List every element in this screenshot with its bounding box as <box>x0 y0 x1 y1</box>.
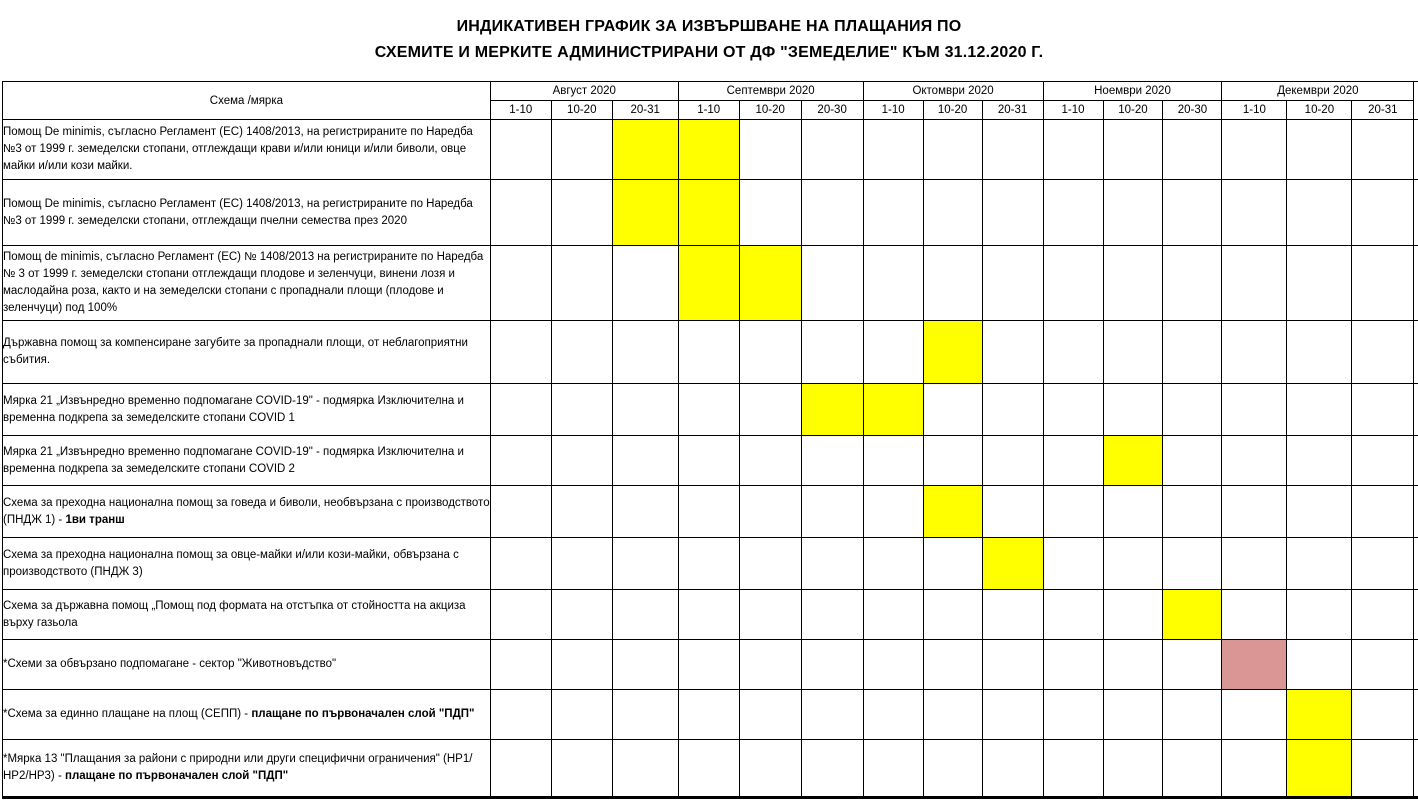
schedule-cell <box>739 321 801 384</box>
payment-period-marker <box>1163 590 1222 640</box>
schedule-cell <box>1103 590 1163 640</box>
schedule-cell <box>982 180 1043 246</box>
period-header: 20-31 <box>1352 101 1414 120</box>
schedule-cell <box>739 486 801 538</box>
month-header-september: Септември 2020 <box>678 82 863 101</box>
period-header: 10-20 <box>551 101 612 120</box>
scheme-label <box>3 436 491 486</box>
schedule-cell <box>1163 436 1222 486</box>
payment-period-marker <box>612 180 678 246</box>
schedule-cell <box>923 640 982 690</box>
schedule-cell <box>863 538 923 590</box>
schedule-cell <box>1222 384 1287 436</box>
schedule-cell <box>1222 180 1287 246</box>
schedule-cell <box>982 590 1043 640</box>
schedule-cell <box>739 538 801 590</box>
schedule-cell <box>1287 486 1352 538</box>
schedule-cell <box>801 436 863 486</box>
schedule-cell <box>551 120 612 180</box>
schedule-cell <box>1287 640 1352 690</box>
payment-period-marker <box>1287 740 1352 797</box>
overflow-cell <box>1414 590 1418 640</box>
schedule-cell <box>863 120 923 180</box>
schedule-cell <box>1352 486 1414 538</box>
schedule-cell <box>982 690 1043 740</box>
table-row <box>3 384 1418 436</box>
schedule-cell <box>923 246 982 321</box>
schedule-cell <box>551 321 612 384</box>
schedule-cell <box>863 321 923 384</box>
schedule-cell <box>678 640 739 690</box>
schedule-cell <box>923 590 982 640</box>
scheme-text: Схема за преходна национална помощ за овце-майки и/или кози-майки, обвързана с производството (ПНДЖ 3) <box>3 548 459 578</box>
schedule-cell <box>490 321 551 384</box>
schedule-cell <box>1163 321 1222 384</box>
schedule-cell <box>612 690 678 740</box>
scheme-text: Помощ De minimis, съгласно Регламент (ЕС) 1408/2013, на регистрираните по Наредба №3 от 1999 г. земеделски стопани, отглеждащи пчелни семества през 2020 <box>3 197 473 227</box>
page-subtitle: СХЕМИТЕ И МЕРКИТЕ АДМИНИСТРИРАНИ ОТ ДФ "ЗЕМЕДЕЛИЕ" КЪМ 31.12.2020 Г. <box>374 44 1044 61</box>
payment-period-marker <box>801 384 863 436</box>
schedule-cell <box>1163 246 1222 321</box>
schedule-cell <box>982 120 1043 180</box>
schedule-cell <box>982 740 1043 797</box>
schedule-cell <box>1163 538 1222 590</box>
schedule-cell <box>490 246 551 321</box>
schedule-cell <box>1103 120 1163 180</box>
schedule-cell <box>739 180 801 246</box>
schedule-cell <box>739 740 801 797</box>
schedule-cell <box>1222 486 1287 538</box>
schedule-cell <box>1043 436 1103 486</box>
scheme-text: *Схема за единно плащане на площ (СЕПП) - <box>3 708 252 720</box>
table-row <box>3 740 1418 797</box>
schedule-cell <box>1163 120 1222 180</box>
schedule-cell <box>923 690 982 740</box>
schedule-cell <box>1043 740 1103 797</box>
schedule-cell <box>923 120 982 180</box>
schedule-cell <box>801 486 863 538</box>
schedule-cell <box>982 486 1043 538</box>
schedule-cell <box>801 120 863 180</box>
table-row <box>3 180 1418 246</box>
schedule-cell <box>1043 120 1103 180</box>
schedule-cell <box>551 384 612 436</box>
schedule-cell <box>1287 436 1352 486</box>
overflow-cell <box>1414 180 1418 246</box>
table-row <box>3 640 1418 690</box>
scheme-text-emphasis: плащане по първоначален слой "ПДП" <box>65 770 289 782</box>
schedule-cell <box>1222 740 1287 797</box>
payment-schedule-table <box>2 81 1418 797</box>
scheme-text: Помощ De minimis, съгласно Регламент (ЕС) 1408/2013, на регистрираните по Наредба №3 от 1999 г. земеделски стопани, отглеждащи крави и/или юници и/или биволи, овце майки и/или кози майки. <box>3 126 473 172</box>
schedule-cell <box>551 690 612 740</box>
scheme-label <box>3 486 491 538</box>
scheme-text: *Схеми за обвързано подпомагане - сектор "Животновъдство" <box>3 658 337 670</box>
schedule-cell <box>678 590 739 640</box>
schedule-cell <box>863 436 923 486</box>
schedule-cell <box>982 436 1043 486</box>
schedule-cell <box>1287 538 1352 590</box>
schedule-cell <box>1043 486 1103 538</box>
scheme-label <box>3 180 491 246</box>
overflow-cell <box>1414 690 1418 740</box>
scheme-label <box>3 246 491 321</box>
schedule-cell <box>1352 180 1414 246</box>
schedule-cell <box>551 590 612 640</box>
schedule-cell <box>982 640 1043 690</box>
table-row <box>3 590 1418 640</box>
schedule-cell <box>1163 486 1222 538</box>
schedule-cell <box>551 538 612 590</box>
schedule-cell <box>490 690 551 740</box>
overflow-cell <box>1414 321 1418 384</box>
schedule-cell <box>1103 690 1163 740</box>
period-header: 10-20 <box>1287 101 1352 120</box>
payment-period-marker <box>923 321 982 384</box>
overflow-cell <box>1414 640 1418 690</box>
schedule-cell <box>1163 740 1222 797</box>
schedule-cell <box>1287 590 1352 640</box>
period-header: 20-30 <box>1163 101 1222 120</box>
schedule-cell <box>1287 384 1352 436</box>
schedule-cell <box>678 538 739 590</box>
schedule-cell <box>1043 538 1103 590</box>
schedule-cell <box>490 120 551 180</box>
scheme-label <box>3 321 491 384</box>
schedule-cell <box>1287 246 1352 321</box>
schedule-cell <box>801 640 863 690</box>
overflow-column <box>1414 82 1418 120</box>
scheme-text-emphasis: плащане по първоначален слой "ПДП" <box>251 708 475 720</box>
scheme-text-emphasis: 1ви транш <box>65 513 125 526</box>
table-row <box>3 120 1418 180</box>
schedule-cell <box>863 486 923 538</box>
schedule-cell <box>739 690 801 740</box>
schedule-cell <box>490 640 551 690</box>
schedule-cell <box>1287 120 1352 180</box>
schedule-cell <box>551 640 612 690</box>
schedule-cell <box>1222 246 1287 321</box>
schedule-cell <box>1103 321 1163 384</box>
schedule-cell <box>490 590 551 640</box>
schedule-cell <box>739 640 801 690</box>
schedule-cell <box>551 246 612 321</box>
overflow-cell <box>1414 384 1418 436</box>
period-header: 20-31 <box>612 101 678 120</box>
schedule-cell <box>863 740 923 797</box>
scheme-label <box>3 690 491 740</box>
schedule-cell <box>863 246 923 321</box>
period-header: 1-10 <box>678 101 739 120</box>
schedule-cell <box>1103 486 1163 538</box>
schedule-cell <box>1222 321 1287 384</box>
scheme-label <box>3 538 491 590</box>
schedule-cell <box>923 538 982 590</box>
schedule-cell <box>612 590 678 640</box>
month-header-december: Декември 2020 <box>1222 82 1414 101</box>
overflow-cell <box>1414 486 1418 538</box>
schedule-cell <box>1222 436 1287 486</box>
schedule-cell <box>612 321 678 384</box>
schedule-cell <box>923 740 982 797</box>
scheme-label <box>3 640 491 690</box>
period-header: 1-10 <box>490 101 551 120</box>
schedule-cell <box>1352 538 1414 590</box>
schedule-cell <box>1043 640 1103 690</box>
schedule-cell <box>1103 740 1163 797</box>
schedule-cell <box>1352 436 1414 486</box>
schedule-cell <box>863 180 923 246</box>
schedule-cell <box>801 590 863 640</box>
table-row <box>3 538 1418 590</box>
schedule-cell <box>1352 590 1414 640</box>
payment-period-marker <box>863 384 923 436</box>
scheme-column-header: Схема /мярка <box>3 82 491 120</box>
schedule-cell <box>1352 321 1414 384</box>
schedule-cell <box>1222 690 1287 740</box>
schedule-cell <box>1043 246 1103 321</box>
schedule-cell <box>678 690 739 740</box>
period-header: 1-10 <box>1043 101 1103 120</box>
schedule-cell <box>739 436 801 486</box>
scheme-label <box>3 384 491 436</box>
schedule-cell <box>490 384 551 436</box>
schedule-cell <box>739 590 801 640</box>
table-row <box>3 436 1418 486</box>
schedule-cell <box>678 486 739 538</box>
schedule-cell <box>1352 740 1414 797</box>
schedule-cell <box>1043 690 1103 740</box>
payment-period-marker <box>1287 690 1352 740</box>
schedule-cell <box>612 436 678 486</box>
schedule-cell <box>1103 538 1163 590</box>
table-row <box>3 321 1418 384</box>
schedule-cell <box>863 640 923 690</box>
payment-period-marker <box>1222 640 1287 690</box>
schedule-cell <box>739 384 801 436</box>
schedule-cell <box>1043 384 1103 436</box>
month-header-october: Октомври 2020 <box>863 82 1043 101</box>
schedule-cell <box>490 180 551 246</box>
period-header: 10-20 <box>1103 101 1163 120</box>
schedule-cell <box>923 180 982 246</box>
schedule-cell <box>1103 384 1163 436</box>
schedule-cell <box>612 640 678 690</box>
title-block <box>0 0 1418 81</box>
payment-period-marker <box>678 246 739 321</box>
schedule-cell <box>551 436 612 486</box>
scheme-text: *Мярка 13 "Плащания за райони с природни или други специфични ограничения" (НР1/НР2/НР3) - <box>3 753 473 782</box>
period-header: 20-31 <box>982 101 1043 120</box>
schedule-cell <box>863 690 923 740</box>
scheme-text: Мярка 21 „Извънредно временно подпомагане COVID-19" - подмярка Изключителна и временна подкрепа за земеделските стопани COVID 2 <box>3 445 464 475</box>
schedule-body <box>3 120 1418 797</box>
payment-period-marker <box>739 246 801 321</box>
table-row <box>3 486 1418 538</box>
schedule-cell <box>1222 538 1287 590</box>
schedule-cell <box>612 246 678 321</box>
scheme-text: Схема за държавна помощ „Помощ под формата на отстъпка от стойността на акциза върху газьола <box>3 599 466 629</box>
schedule-cell <box>1352 120 1414 180</box>
period-header: 1-10 <box>863 101 923 120</box>
payment-period-marker <box>678 120 739 180</box>
schedule-cell <box>739 120 801 180</box>
schedule-cell <box>923 436 982 486</box>
schedule-cell <box>801 740 863 797</box>
payment-period-marker <box>923 486 982 538</box>
schedule-cell <box>551 486 612 538</box>
schedule-cell <box>678 321 739 384</box>
period-header: 10-20 <box>739 101 801 120</box>
page-title: ИНДИКАТИВЕН ГРАФИК ЗА ИЗВЪРШВАНЕ НА ПЛАЩАНИЯ ПО <box>456 18 962 35</box>
overflow-cell <box>1414 538 1418 590</box>
schedule-cell <box>1352 690 1414 740</box>
schedule-cell <box>801 690 863 740</box>
schedule-cell <box>612 384 678 436</box>
schedule-cell <box>490 740 551 797</box>
period-header: 10-20 <box>923 101 982 120</box>
schedule-cell <box>1352 246 1414 321</box>
schedule-cell <box>982 321 1043 384</box>
period-header: 1-10 <box>1222 101 1287 120</box>
schedule-cell <box>1043 180 1103 246</box>
month-header-august: Август 2020 <box>490 82 678 101</box>
schedule-cell <box>490 486 551 538</box>
schedule-cell <box>1103 640 1163 690</box>
schedule-cell <box>678 436 739 486</box>
schedule-cell <box>1043 321 1103 384</box>
scheme-text: Помощ de minimis, съгласно Регламент (ЕС) № 1408/2013 на регистрираните по Наредба № 3 от 1999 г. земеделски стопани отглеждащи плодове и зеленчуци, винени лозя и маслодайна роза, както и на земеделски стопани с пропаднали площи (плодове и зеленчуци) под 100% <box>3 251 484 314</box>
overflow-cell <box>1414 246 1418 321</box>
table-row <box>3 246 1418 321</box>
scheme-label <box>3 740 491 797</box>
payment-period-marker <box>1103 436 1163 486</box>
schedule-cell <box>678 384 739 436</box>
schedule-cell <box>1103 246 1163 321</box>
overflow-cell <box>1414 740 1418 797</box>
period-header: 20-30 <box>801 101 863 120</box>
scheme-text: Мярка 21 „Извънредно временно подпомагане COVID-19" - подмярка Изключителна и временна подкрепа за земеделските стопани COVID 1 <box>3 394 464 424</box>
schedule-cell <box>612 486 678 538</box>
schedule-cell <box>1287 321 1352 384</box>
schedule-cell <box>612 740 678 797</box>
schedule-cell <box>490 436 551 486</box>
schedule-cell <box>801 321 863 384</box>
overflow-cell <box>1414 120 1418 180</box>
schedule-cell <box>982 246 1043 321</box>
payment-period-marker <box>678 180 739 246</box>
schedule-cell <box>801 246 863 321</box>
schedule-cell <box>982 384 1043 436</box>
schedule-cell <box>1163 180 1222 246</box>
payment-period-marker <box>612 120 678 180</box>
month-header-november: Ноември 2020 <box>1043 82 1222 101</box>
schedule-cell <box>1352 384 1414 436</box>
schedule-cell <box>1103 180 1163 246</box>
scheme-text: Държавна помощ за компенсиране загубите за пропаднали площи, от неблагоприятни събития. <box>3 337 468 366</box>
schedule-cell <box>801 538 863 590</box>
schedule-cell <box>551 180 612 246</box>
schedule-cell <box>1287 180 1352 246</box>
schedule-cell <box>612 538 678 590</box>
payment-period-marker <box>982 538 1043 590</box>
schedule-cell <box>1163 640 1222 690</box>
schedule-cell <box>923 384 982 436</box>
schedule-cell <box>490 538 551 590</box>
scheme-label <box>3 590 491 640</box>
schedule-cell <box>801 180 863 246</box>
schedule-cell <box>1163 384 1222 436</box>
schedule-cell <box>1222 590 1287 640</box>
scheme-text: Схема за преходна национална помощ за говеда и биволи, необвързана с производството (ПНДЖ 1) - <box>3 496 490 526</box>
schedule-cell <box>863 590 923 640</box>
schedule-cell <box>1163 690 1222 740</box>
schedule-cell <box>1352 640 1414 690</box>
bottom-border <box>2 797 1418 799</box>
table-row <box>3 690 1418 740</box>
schedule-cell <box>1222 120 1287 180</box>
schedule-cell <box>1043 590 1103 640</box>
scheme-label <box>3 120 491 180</box>
schedule-cell <box>678 740 739 797</box>
schedule-cell <box>551 740 612 797</box>
overflow-cell <box>1414 436 1418 486</box>
